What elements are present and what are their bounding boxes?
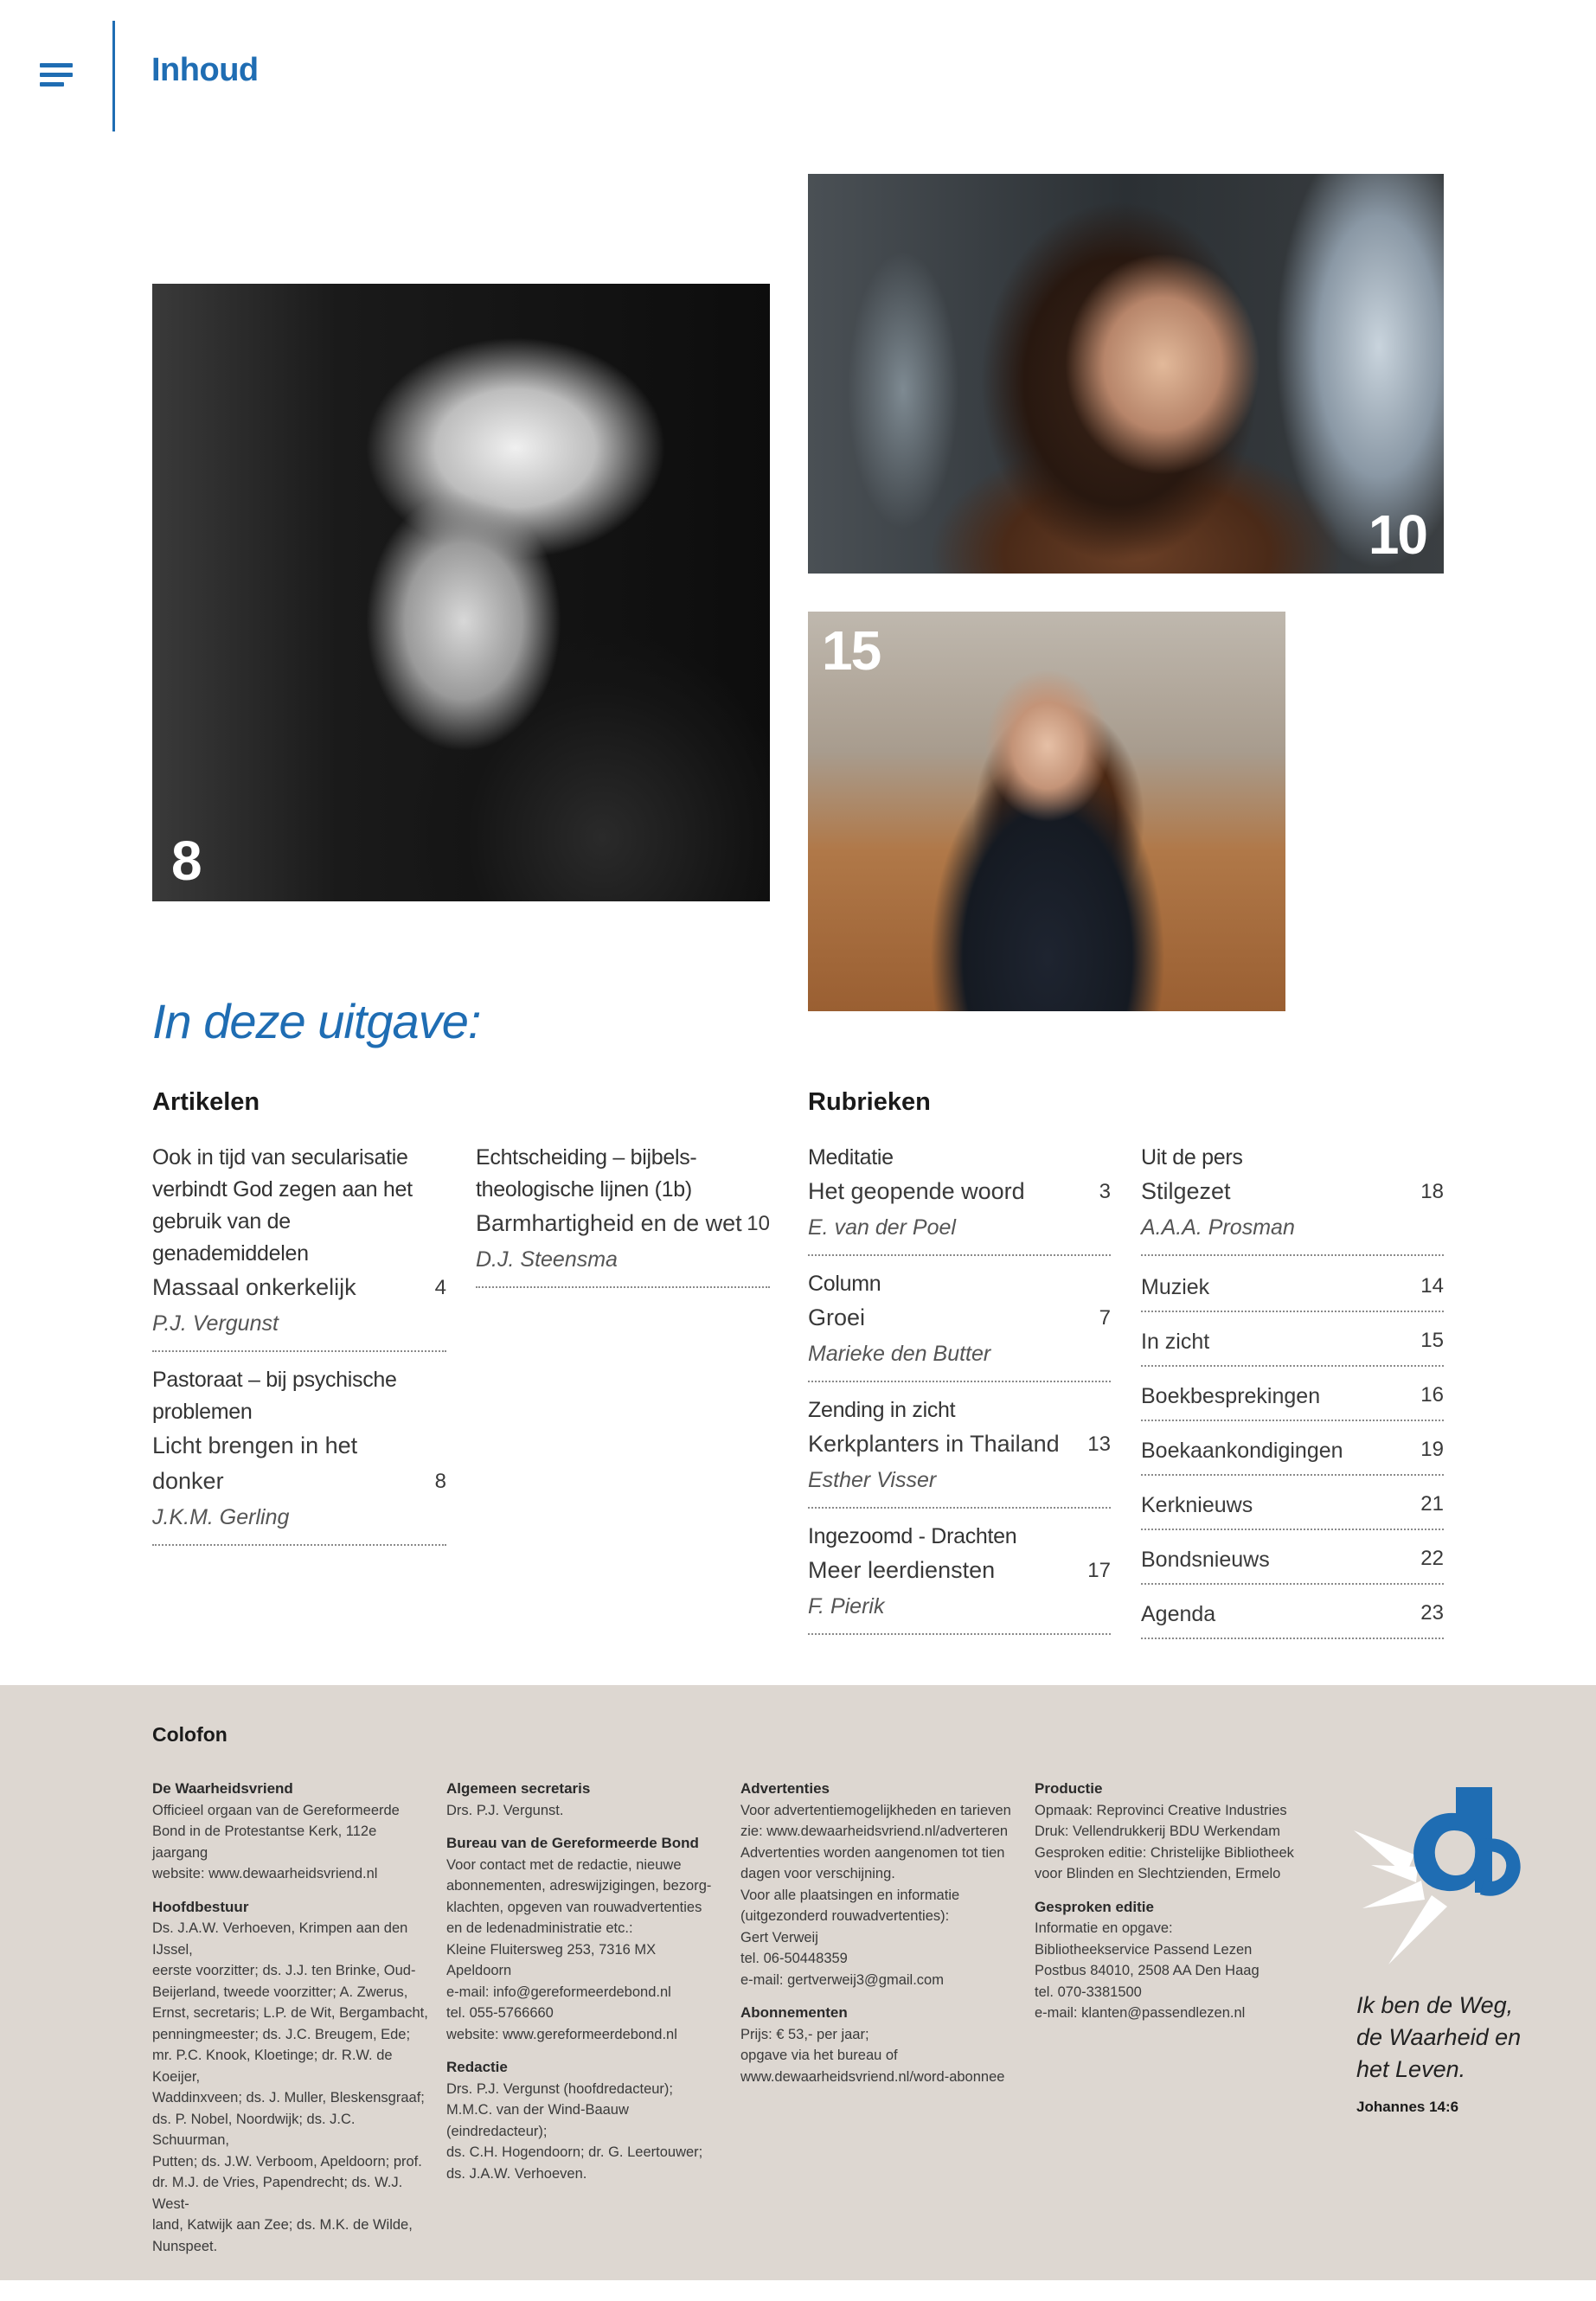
entry-title-row: [1141, 1432, 1444, 1467]
entry-title-row: [1141, 1268, 1444, 1304]
colofon-block-heading: Redactie: [446, 2059, 508, 2075]
rubrieken-column-1: [808, 1142, 1111, 1647]
entry-title-row: [1141, 1486, 1444, 1522]
entry-title[interactable]: Boekbesprekingen: [1141, 1384, 1321, 1408]
entry-title[interactable]: In zicht: [1141, 1330, 1210, 1354]
entry-title-row: [1141, 1595, 1444, 1631]
colofon-block-text: Drs. P.J. Vergunst.: [446, 1802, 564, 1818]
toc-entry[interactable]: [152, 1364, 446, 1546]
toc-entry[interactable]: [1141, 1595, 1444, 1639]
entry-page-number: 15: [1420, 1329, 1444, 1352]
colofon-block-text: Voor contact met de redactie, nieuwe abonnementen, adreswijzigingen, bezorg- klachten, opgeven van rouwadvertenties en de ledenadministratie etc.: Kleine Fluitersweg 253, 7316 MX Apeldoorn e-mail: info@gereformeerdebond.nl tel. 055-5766660 website: www.gereformeerdebond.nl: [446, 1856, 712, 2042]
slogan-reference: Johannes 14:6: [1356, 2099, 1459, 2115]
colofon-block-heading: Bureau van de Gereformeerde Bond: [446, 1835, 699, 1851]
entry-title-row: [1141, 1174, 1444, 1209]
entry-title-row: [808, 1300, 1111, 1336]
entry-page-number: 10: [747, 1212, 770, 1235]
entry-page-number: 4: [434, 1276, 446, 1299]
toc-entry[interactable]: [1141, 1142, 1444, 1256]
colofon-column-3: [740, 1779, 1017, 2087]
toc-entry[interactable]: [808, 1394, 1111, 1509]
entry-page-number: 17: [1087, 1559, 1111, 1582]
toc-heading: In deze uitgave:: [152, 994, 481, 1048]
entry-author: F. Pierik: [808, 1594, 885, 1618]
entry-page-number: 8: [434, 1470, 446, 1493]
entry-page-number: 13: [1087, 1433, 1111, 1456]
colofon-block-text: Drs. P.J. Vergunst (hoofdredacteur); M.M.C. van der Wind-Baauw (eindredacteur); ds. C.H. Hogendoorn; dr. G. Leertouwer; ds. J.A.W. Verhoeven.: [446, 2080, 703, 2182]
entry-title[interactable]: Bondsnieuws: [1141, 1548, 1270, 1572]
colofon-column-1: [152, 1779, 429, 2257]
toc-entry[interactable]: [808, 1521, 1111, 1635]
entry-title-row: [808, 1426, 1111, 1462]
entry-title[interactable]: Het geopende woord: [808, 1178, 1025, 1204]
colofon-block-text: Prijs: € 53,- per jaar; opgave via het bureau of www.dewaarheidsvriend.nl/word-abonnee: [740, 2026, 1005, 2085]
entry-page-number: 16: [1420, 1383, 1444, 1407]
entry-page-number: 3: [1099, 1180, 1111, 1203]
colofon-block-heading: Algemeen secretaris: [446, 1780, 591, 1797]
entry-title-row: [476, 1206, 770, 1241]
entry-author: E. van der Poel: [808, 1215, 956, 1240]
colofon-block-heading: De Waarheidsvriend: [152, 1780, 293, 1797]
colofon-title: Colofon: [152, 1723, 228, 1746]
artikelen-column-2: [476, 1142, 770, 1300]
entry-page-number: 21: [1420, 1492, 1444, 1516]
colofon-column-2: [446, 1779, 723, 2184]
entry-title-row: [808, 1553, 1111, 1588]
colofon-block-text: Ds. J.A.W. Verhoeven, Krimpen aan den IJssel, eerste voorzitter; ds. J.J. ten Brinke, Oud- Beijerland, tweede voorzitter; A. Zwerus, Ernst, secretaris; L.P. de Wit, Bergambacht, penningmeester; ds. J.C. Breugem, Ede; mr. P.C. Knook, Kloetinge; dr. R.W. de Koeijer, Waddinxveen; ds. J. Muller, Bleskensgraaf; ds. P. Nobel, Noordwijk; ds. J.C. Schuurman, Putten; ds. J.W. Verboom, Apeldoorn; prof. dr. M.J. de Vries, Papendrecht; ds. W.J. West- land, Katwijk aan Zee; ds. M.K. de Wilde, Nunspeet.: [152, 1920, 428, 2254]
entry-title-row: [152, 1270, 446, 1305]
entry-title-row: [1141, 1541, 1444, 1576]
colofon-block-text: Voor advertentiemogelijkheden en tarieven zie: www.dewaarheidsvriend.nl/adverteren Advertenties worden aangenomen tot tien dagen voor verschijning. Voor alle plaatsingen en informatie (uitgezonderd rouwadvertenties): Gert Verweij tel. 06-50448359 e-mail: gertverweij3@gmail.com: [740, 1802, 1011, 1988]
entry-title[interactable]: Kerknieuws: [1141, 1493, 1253, 1517]
photo-page-number: 15: [822, 619, 881, 682]
toc-entry[interactable]: [476, 1142, 770, 1288]
colofon-block-text: Officieel orgaan van de Gereformeerde Bond in de Protestantse Kerk, 112e jaargang website: www.dewaarheidsvriend.nl: [152, 1802, 400, 1881]
entry-page-number: 23: [1420, 1601, 1444, 1625]
entry-title[interactable]: Muziek: [1141, 1275, 1210, 1299]
entry-title-row: [808, 1174, 1111, 1209]
entry-author: P.J. Vergunst: [152, 1311, 279, 1336]
colofon-block-text: Informatie en opgave: Bibliotheekservice Passend Lezen Postbus 84010, 2508 AA Den Haag tel. 070-3381500 e-mail: klanten@passendlezen.nl: [1035, 1920, 1259, 2021]
rubrieken-column-2: [1141, 1142, 1444, 1650]
entry-title[interactable]: Barmhartigheid en de wet: [476, 1210, 742, 1236]
entry-author: Marieke den Butter: [808, 1342, 991, 1366]
colofon-spacer: [1035, 1885, 1311, 1897]
entry-kicker: Meditatie: [808, 1145, 894, 1170]
colofon: [0, 1685, 1596, 2280]
photo-page-number: 10: [1368, 503, 1426, 566]
entry-title[interactable]: Massaal onkerkelijk: [152, 1274, 356, 1300]
artikelen-column-1: [152, 1142, 446, 1558]
toc-entry[interactable]: [1141, 1323, 1444, 1367]
entry-page-number: 22: [1420, 1547, 1444, 1570]
entry-author: Esther Visser: [808, 1468, 937, 1492]
entry-title[interactable]: Kerkplanters in Thailand: [808, 1431, 1060, 1457]
colofon-block-heading: Advertenties: [740, 1780, 830, 1797]
colofon-block-heading: Hoofdbestuur: [152, 1898, 249, 1915]
colofon-block-heading: Productie: [1035, 1780, 1103, 1797]
entry-title[interactable]: Licht brengen in het donker: [152, 1433, 358, 1494]
colofon-spacer: [446, 1821, 723, 1833]
entry-kicker: Column: [808, 1272, 881, 1296]
toc-entry[interactable]: [1141, 1486, 1444, 1530]
section-title-rubrieken: Rubrieken: [808, 1088, 931, 1116]
entry-author: J.K.M. Gerling: [152, 1505, 290, 1529]
entry-title-row: [1141, 1323, 1444, 1358]
colofon-column-4: [1035, 1779, 1311, 2024]
entry-title[interactable]: Stilgezet: [1141, 1178, 1231, 1204]
toc-entry[interactable]: [808, 1142, 1111, 1256]
entry-kicker: Uit de pers: [1141, 1145, 1243, 1170]
entry-kicker: Ingezoomd - Drachten: [808, 1524, 1017, 1548]
header-divider: [112, 21, 115, 131]
toc-entry[interactable]: [1141, 1432, 1444, 1476]
colofon-block-heading: Gesproken editie: [1035, 1898, 1154, 1915]
entry-page-number: 7: [1099, 1306, 1111, 1330]
toc-entry[interactable]: [152, 1142, 446, 1352]
toc-entry[interactable]: [808, 1268, 1111, 1382]
toc-entry[interactable]: [1141, 1268, 1444, 1312]
toc-entry[interactable]: [1141, 1541, 1444, 1585]
photo-praying-woman[interactable]: [808, 174, 1444, 574]
entry-page-number: 19: [1420, 1438, 1444, 1461]
entry-kicker: Echtscheiding – bijbels-theologische lijnen (1b): [476, 1145, 697, 1202]
photo-page-number: 8: [171, 830, 201, 892]
entry-page-number: 18: [1420, 1180, 1444, 1203]
colofon-spacer: [446, 2045, 723, 2057]
colofon-spacer: [152, 1885, 429, 1897]
gereformeerde-bond-logo: [1354, 1779, 1527, 1969]
entry-title-row: [152, 1428, 446, 1499]
toc-entry[interactable]: [1141, 1377, 1444, 1421]
entry-title[interactable]: Groei: [808, 1304, 866, 1330]
entry-title[interactable]: Meer leerdiensten: [808, 1557, 996, 1583]
entry-title-row: [1141, 1377, 1444, 1413]
menu-icon[interactable]: [40, 63, 73, 89]
entry-author: D.J. Steensma: [476, 1247, 618, 1272]
colofon-block-heading: Abonnementen: [740, 2004, 848, 2021]
entry-kicker: Zending in zicht: [808, 1398, 956, 1422]
entry-title[interactable]: Boekaankondigingen: [1141, 1439, 1343, 1463]
page-title: Inhoud: [151, 52, 259, 88]
entry-kicker: Pastoraat – bij psychische problemen: [152, 1368, 397, 1424]
colofon-block-text: Opmaak: Reprovinci Creative Industries Druk: Vellendrukkerij BDU Werkendam Gesproken editie: Christelijke Bibliotheek voor Blinden en Slechtzienden, Ermelo: [1035, 1802, 1294, 1881]
entry-title[interactable]: Agenda: [1141, 1602, 1216, 1626]
colofon-spacer: [740, 1990, 1017, 2003]
photo-elderly-woman[interactable]: [152, 284, 770, 901]
section-title-artikelen: Artikelen: [152, 1088, 260, 1116]
entry-author: A.A.A. Prosman: [1141, 1215, 1295, 1240]
photo-man-in-church[interactable]: [808, 612, 1285, 1011]
slogan: Ik ben de Weg, de Waarheid en het Leven.: [1356, 1992, 1522, 2082]
entry-kicker: Ook in tijd van secularisatie verbindt God zegen aan het gebruik van de genademiddelen: [152, 1145, 413, 1266]
entry-page-number: 14: [1420, 1274, 1444, 1298]
